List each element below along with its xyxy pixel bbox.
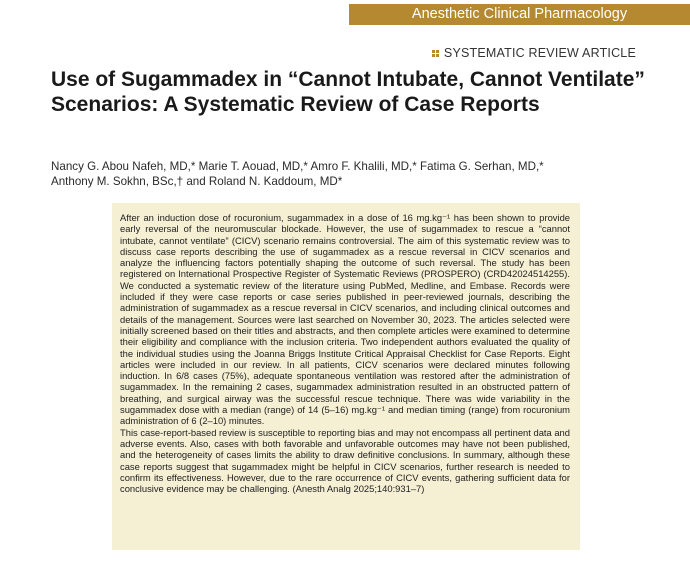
abstract-box	[112, 203, 580, 550]
abstract-paragraph-1: After an induction dose of rocuronium, sugammadex in a dose of 16 mg.kg⁻¹ has been shown to provide early reversal of the neuromuscular blockade. However, the use of sugammadex to rescue a “cannot intubate, cannot ventilate” (CICV) scenario remains controversial. The aim of this systematic review was to discuss case reports describing the use of sugammadex as a rescue reversal in CICV scenarios and analyze the influencing factors potentially shaping the outcome of such reversal. The study has been registered on International Prospective Register of Systematic Reviews (PROSPERO) (CRD42024514255). We conducted a systematic review of the literature using PubMed, Medline, and Embase. Records were included if they were case reports or case series published in peer-reviewed journals, describing the administration of sugammadex as a rescue reversal in CICV scenarios, and including clinical outcomes and details of the management. Sources were last searched on November 30, 2023. The articles selected were initially screened based on their titles and abstracts, and then complete articles were examined to determine their eligibility and compliance with the inclusion criteria. Two independent authors evaluated the quality of the individual studies using the Joanna Briggs Institute Critical Appraisal Checklist for Case Reports. Eight articles were included in our review. In all patients, CICV scenarios were declared minutes following induction. In 6/8 cases (75%), adequate spontaneous ventilation was restored after the administration of sugammadex. In the remaining 2 cases, sugammadex administration resulted in an obstructed pattern of breathing, and surgical airway was the successful rescue technique. There was wide variability in the sugammadex dose with a median (range) of 14 (5–16) mg.kg⁻¹ and median timing (range) from rocuronium administration of 6 (2–10) minutes.	[120, 212, 570, 427]
author-list	[51, 160, 651, 189]
article-type-text: SYSTEMATIC REVIEW ARTICLE	[443, 46, 636, 60]
journal-name: Anesthetic Clinical Pharmacology	[411, 6, 628, 22]
authors-line-2: Anthony M. Sokhn, BSc,† and Roland N. Kaddoum, MD*	[51, 174, 343, 188]
journal-banner	[349, 4, 690, 25]
abstract-paragraph-2: This case-report-based review is susceptible to reporting bias and may not encompass all pertinent data and adverse events. Also, cases with both favorable and unfavorable outcomes may have not been published, and the heterogeneity of cases limits the ability to draw definitive conclusions. In summary, although these case reports suggest that sugammadex might be helpful in CICV scenarios, further research is needed to confirm its effectiveness. However, due to the rare occurrence of CICV events, gathering sufficient data for conclusive evidence may be challenging. (Anesth Analg 2025;140:931–7)	[120, 426, 570, 495]
authors-line-1: Nancy G. Abou Nafeh, MD,* Marie T. Aouad, MD,* Amro F. Khalili, MD,* Fatima G. Serhan, MD,*	[51, 160, 544, 173]
grid-square-icon	[432, 50, 439, 57]
article-type-label	[432, 46, 636, 60]
article-title: Use of Sugammadex in “Cannot Intubate, Cannot Ventilate” Scenarios: A Systematic Review of Case Reports	[51, 68, 645, 116]
